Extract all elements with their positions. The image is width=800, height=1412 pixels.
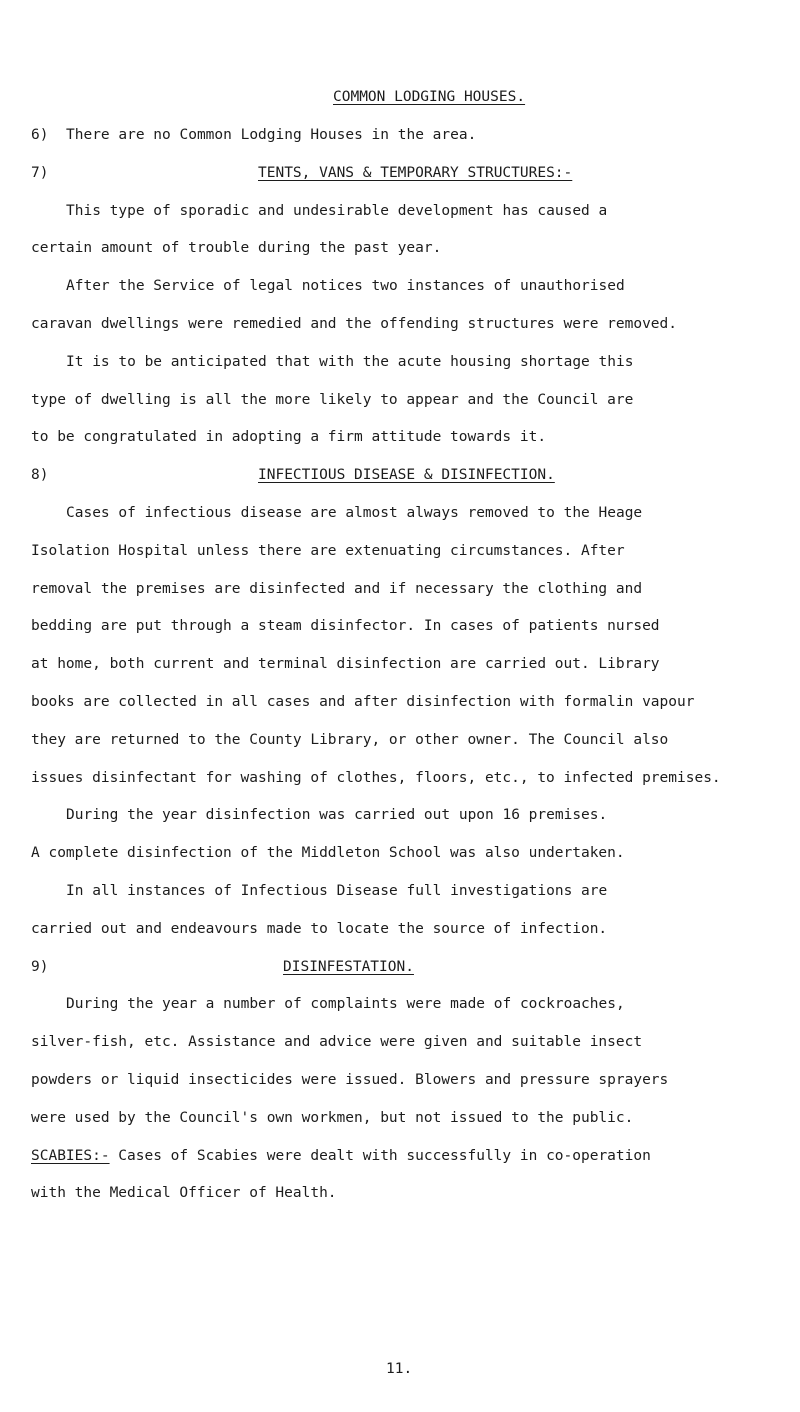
- section-9-heading: DISINFESTATION.: [283, 959, 414, 975]
- section-7-line: caravan dwellings were remedied and the offending structures were removed.: [31, 316, 678, 332]
- section-7-line: type of dwelling is all the more likely to appear and the Council are: [31, 392, 634, 408]
- section-9-line: powders or liquid insecticides were issued. Blowers and pressure sprayers: [31, 1072, 669, 1088]
- section-7-line: to be congratulated in adopting a firm attitude towards it.: [31, 429, 547, 445]
- section-8-heading: INFECTIOUS DISEASE & DISINFECTION.: [258, 467, 555, 483]
- section-8-line: removal the premises are disinfected and if necessary the clothing and: [31, 581, 643, 597]
- page-title: COMMON LODGING HOUSES.: [333, 89, 526, 105]
- section-8-line: A complete disinfection of the Middleton School was also undertaken.: [31, 845, 625, 861]
- section-8-line: During the year disinfection was carried out upon 16 premises.: [66, 807, 608, 823]
- section-7-line: certain amount of trouble during the past year.: [31, 240, 442, 256]
- scabies-label: SCABIES:-: [31, 1148, 110, 1164]
- section-8-line: books are collected in all cases and after disinfection with formalin vapour: [31, 694, 695, 710]
- section-6-text: There are no Common Lodging Houses in the area.: [66, 127, 477, 143]
- section-7-line: It is to be anticipated that with the acute housing shortage this: [66, 354, 634, 370]
- section-number-9: 9): [31, 959, 49, 975]
- section-9-line: During the year a number of complaints were made of cockroaches,: [66, 996, 625, 1012]
- section-7-heading: TENTS, VANS & TEMPORARY STRUCTURES:-: [258, 165, 573, 181]
- section-8-line: issues disinfectant for washing of clothes, floors, etc., to infected premises.: [31, 770, 721, 786]
- section-8-line: at home, both current and terminal disinfection are carried out. Library: [31, 656, 660, 672]
- section-8-line: Cases of infectious disease are almost always removed to the Heage: [66, 505, 643, 521]
- section-8-line: bedding are put through a steam disinfector. In cases of patients nursed: [31, 618, 660, 634]
- section-9-line: silver-fish, etc. Assistance and advice were given and suitable insect: [31, 1034, 643, 1050]
- section-9-line: were used by the Council's own workmen, but not issued to the public.: [31, 1110, 634, 1126]
- scabies-line-continued: with the Medical Officer of Health.: [31, 1185, 337, 1201]
- section-number-6: 6): [31, 127, 49, 143]
- scabies-text: Cases of Scabies were dealt with successfully in co-operation: [109, 1148, 651, 1164]
- scabies-paragraph: [31, 1147, 651, 1165]
- section-number-8: 8): [31, 467, 49, 483]
- section-8-line: In all instances of Infectious Disease full investigations are: [66, 883, 608, 899]
- section-number-7: 7): [31, 165, 49, 181]
- section-7-line: This type of sporadic and undesirable development has caused a: [66, 203, 608, 219]
- section-8-line: carried out and endeavours made to locate the source of infection.: [31, 921, 608, 937]
- section-7-line: After the Service of legal notices two instances of unauthorised: [66, 278, 625, 294]
- section-8-line: Isolation Hospital unless there are extenuating circumstances. After: [31, 543, 625, 559]
- page-number: 11.: [386, 1361, 413, 1377]
- section-8-line: they are returned to the County Library, or other owner. The Council also: [31, 732, 669, 748]
